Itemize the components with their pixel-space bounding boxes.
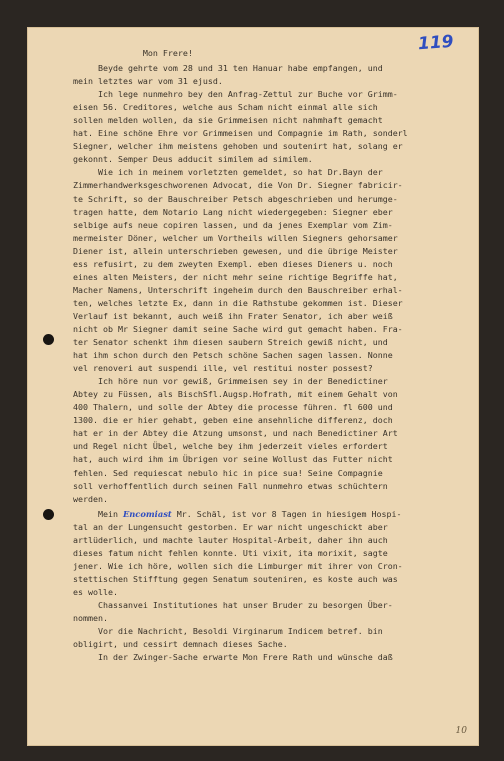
text-line: selbige aufs neue copiren lassen, und da jenes Exemplar vom Zim- bbox=[73, 219, 393, 230]
text-line: nicht ob Mr Siegner damit seine Sache wird gut gemacht haben. Fra- bbox=[73, 323, 403, 334]
text-line: Chassanvei Institutiones hat unser Bruder zu besorgen Über- bbox=[73, 599, 393, 610]
text-line: und Regel nicht Übel, welche bey ihm jederzeit vieles erfordert bbox=[73, 441, 388, 452]
text-line: tragen hatte, dem Notario Lang nicht wiedergegeben: Siegner eber bbox=[73, 206, 393, 217]
text-line: te Schrift, so der Bauschreiber Petsch abgeschrieben und herumge- bbox=[73, 193, 398, 204]
text-line: stettischen Stifftung gegen Senatum souteniren, es koste auch was bbox=[73, 573, 398, 584]
text-line: es wolle. bbox=[73, 586, 118, 597]
text-line: mermeister Döner, welcher um Vortheils willen Siegners gehorsamer bbox=[73, 232, 398, 243]
page-number: 10 bbox=[455, 726, 467, 736]
punch-hole bbox=[43, 509, 54, 520]
text-line: mein letztes war vom 31 ejusd. bbox=[73, 76, 223, 87]
text-line: ess refusirt, zu dem zweyten Exempl. eben dieses Dieners u. noch bbox=[73, 258, 393, 269]
text-line: gekonnt. Semper Deus adducit similem ad similem. bbox=[73, 154, 313, 165]
text-line: Ich höre nun vor gewiß, Grimmeisen sey in der Benedictiner bbox=[73, 376, 388, 387]
text-line: jener. Wie ich höre, wollen sich die Limburger mit ihrer von Cron- bbox=[73, 560, 403, 571]
text-line: obligirt, und cessirt demnach dieses Sache. bbox=[73, 639, 288, 650]
text-line: Zimmerhandwerksgeschworenen Advocat, die Von Dr. Siegner fabricir- bbox=[73, 180, 403, 191]
text-line: Diener ist, allein unterschrieben gewesen, und die übrige Meister bbox=[73, 245, 398, 256]
text-line: Ich lege nunmehro bey den Anfrag-Zettul zur Buche vor Grimm- bbox=[73, 89, 398, 100]
text-line: 400 Thalern, und solle der Abtey die processe führen. fl 600 und bbox=[73, 402, 393, 413]
text-line: hat ihm schon durch den Petsch schöne Sachen sagen lassen. Nonne bbox=[73, 350, 393, 361]
text-line: eisen 56. Creditores, welche aus Scham nicht einmal alle sich bbox=[73, 102, 378, 113]
letter-body bbox=[73, 47, 473, 677]
text-line: werden. bbox=[73, 493, 108, 504]
text-line: nommen. bbox=[73, 613, 108, 624]
text-line: In der Zwinger-Sache erwarte Mon Frere Rath und wünsche daß bbox=[73, 652, 393, 663]
text-line: soll verhoffentlich durch seinen Fall nunmehro etwas schüchtern bbox=[73, 480, 388, 491]
text-fragment: Mr. Schäl, ist vor 8 Tagen in hiesigem Hospi- bbox=[171, 508, 402, 519]
handwritten-word: Encomiast bbox=[122, 508, 172, 519]
text-line: dieses fatum nicht fehlen konnte. Uti vixit, ita morixit, sagte bbox=[73, 547, 388, 558]
text-line bbox=[73, 508, 473, 521]
text-line: Vor die Nachricht, Besoldi Virginarum Indicem betref. bin bbox=[73, 626, 383, 637]
text-line: hat. Eine schöne Ehre vor Grimmeisen und Compagnie im Rath, sonderl bbox=[73, 128, 408, 139]
salutation: Mon Frere! bbox=[73, 48, 193, 58]
folio-number: 119 bbox=[416, 31, 454, 55]
text-line: artlüderlich, und machte lauter Hospital-Arbeit, daher ihn auch bbox=[73, 534, 388, 545]
text-line: Macher Namens, Unterschrift ingeheim durch den Bauschreiber erhal- bbox=[73, 284, 403, 295]
text-line: Wie ich in meinem vorletzten gemeldet, so hat Dr.Bayn der bbox=[73, 167, 383, 178]
text-line: vel renoveri aut suspendi ille, vel restitui noster possest? bbox=[73, 363, 373, 374]
text-line: Siegner, welcher ihm meistens gehoben und soutenirt hat, solang er bbox=[73, 141, 403, 152]
text-line: 1300. die er hier gehabt, geben eine ansehnliche differenz, doch bbox=[73, 415, 393, 426]
text-line: Beyde gehrte vom 28 und 31 ten Hanuar habe empfangen, und bbox=[73, 63, 383, 74]
text-line: hat er in der Abtey die Atzung umsonst, und nach Benedictiner Art bbox=[73, 428, 398, 439]
text-line: Verlauf ist bekannt, auch weiß ihn Frater Senator, ich aber weiß bbox=[73, 310, 393, 321]
text-line bbox=[73, 664, 473, 677]
text-line: tal an der Lungensucht gestorben. Er war nicht ungeschickt aber bbox=[73, 521, 388, 532]
punch-hole bbox=[43, 334, 54, 345]
text-line: sollen melden wollen, da sie Grimmeisen nicht nahmhaft gemacht bbox=[73, 115, 383, 126]
document-page bbox=[27, 27, 479, 746]
text-line: hat, auch wird ihm im Übrigen vor seine Wollust das Futter nicht bbox=[73, 454, 393, 465]
text-fragment: Mein bbox=[73, 508, 123, 519]
text-line: eines alten Meisters, der nicht mehr seine richtige Begriffe hat, bbox=[73, 271, 398, 282]
text-line: fehlen. Sed requiescat nebulo hic in pice sua! Seine Compagnie bbox=[73, 467, 383, 478]
text-line: ter Senator schenkt ihm diesen saubern Streich gewiß nicht, und bbox=[73, 337, 388, 348]
text-line: Abtey zu Füssen, als BischSfl.Augsp.Hofrath, mit einem Gehalt von bbox=[73, 389, 398, 400]
text-line: ten, welches letzte Ex, dann in die Rathstube gekommen ist. Dieser bbox=[73, 297, 403, 308]
